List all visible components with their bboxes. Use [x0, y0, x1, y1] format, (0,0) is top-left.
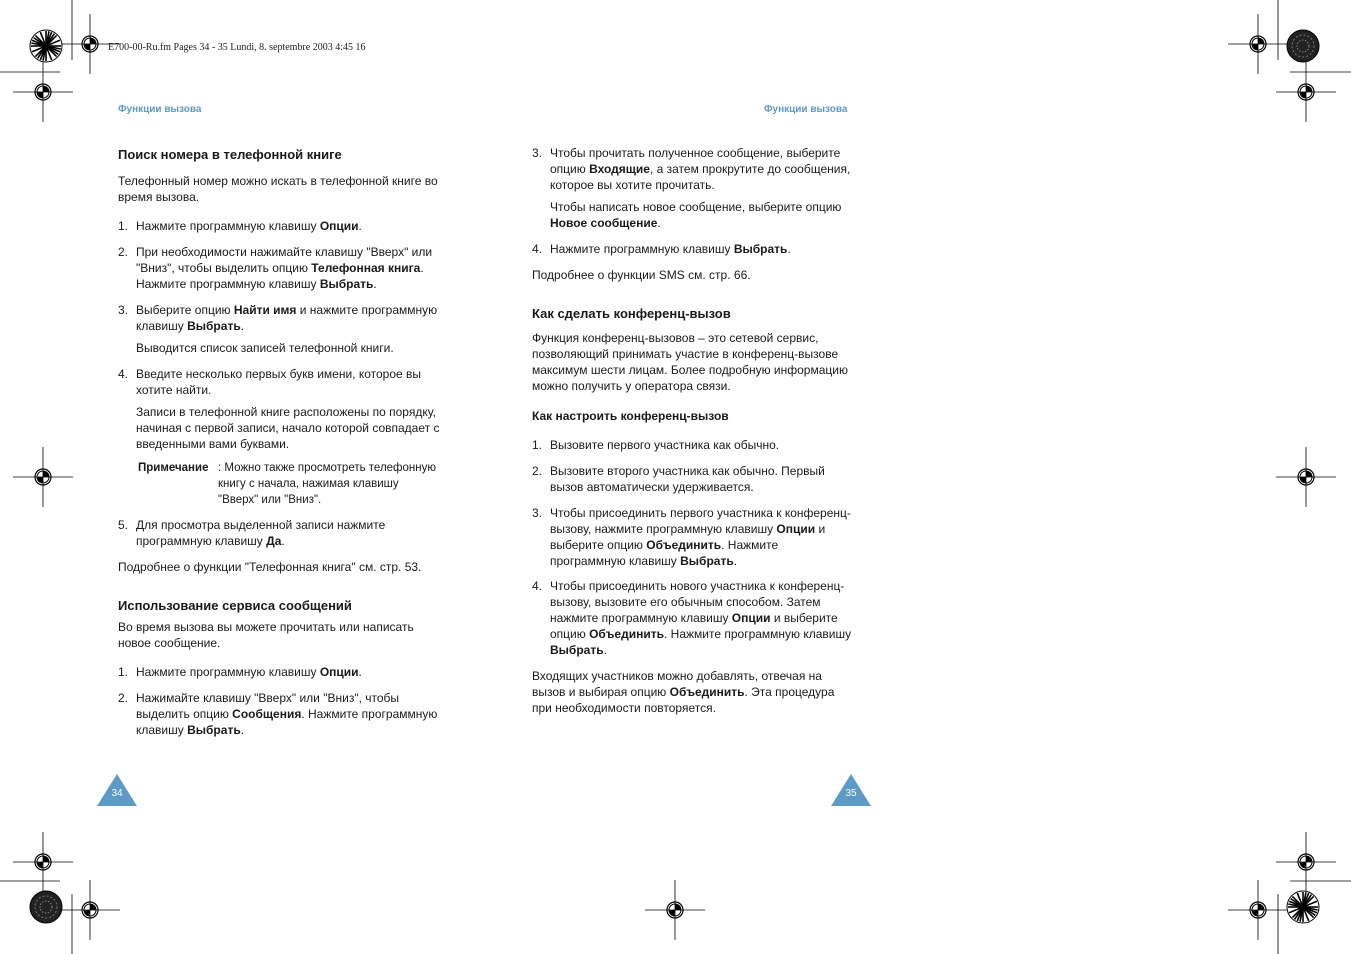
intro-paragraph: Функция конференц-вызовов – это сетевой сервис, позволяющий принимать участие в конференц-вызове максимум шести лицам. Более подробную информацию можно получить у оператора связи.: [532, 331, 848, 393]
list-item: 4. Введите несколько первых букв имени, которое вы хотите найти.: [118, 367, 422, 397]
step-note: Чтобы написать новое сообщение, выберите опцию Новое сообщение.: [550, 200, 842, 230]
section-heading-conference: Как сделать конференц-вызов: [532, 306, 731, 321]
note-text: : Можно также просмотреть телефонную книгу с начала, нажимая клавишу "Вверх" или "Вниз".: [218, 462, 436, 506]
list-item: 3. Чтобы присоединить первого участника к конференц-вызову, нажмите программную клавишу Опции и выберите опцию Объединить. Нажмите программную клавишу Выбрать.: [532, 506, 851, 568]
section-heading-phonebook: Поиск номера в телефонной книге: [118, 147, 342, 162]
list-item: 4. Нажмите программную клавишу Выбрать.: [532, 242, 791, 256]
subheading-setup-conference: Как настроить конференц-вызов: [532, 409, 729, 423]
file-header: E700-00-Ru.fm Pages 34 - 35 Lundi, 8. septembre 2003 4:45 16: [108, 42, 366, 53]
left-column: [118, 147, 440, 738]
step-note: Выводится список записей телефонной книги.: [136, 341, 394, 355]
list-item: 1. Вызовите первого участника как обычно.: [532, 438, 780, 452]
outro-paragraph: Входящих участников можно добавлять, отвечая на вызов и выбирая опцию Объединить. Эта процедура при необходимости повторяется.: [532, 669, 835, 715]
note-block: [118, 460, 440, 508]
intro-paragraph: Телефонный номер можно искать в телефонной книге во время вызова.: [118, 174, 438, 204]
list-item: 2. Вызовите второго участника как обычно. Первый вызов автоматически удерживается.: [532, 464, 825, 494]
step-note: Записи в телефонной книге расположены по порядку, начиная с первой записи, начало которой совпадает с введенными вами буквами.: [136, 405, 440, 451]
running-head-right: Функции вызова: [764, 104, 848, 115]
list-item: 3. Чтобы прочитать полученное сообщение, выберите опцию Входящие, а затем прокрутите до сообщения, которое вы хотите прочитать.: [532, 146, 851, 192]
section-heading-messages: Использование сервиса сообщений: [118, 598, 352, 613]
list-item: 4. Чтобы присоединить нового участника к конференц-вызову, вызовите его обычным способом. Затем нажмите программную клавишу Опции и выберите опцию Объединить. Нажмите программную клавишу Выбрать.: [532, 579, 852, 657]
list-item: 2. При необходимости нажимайте клавишу "Вверх" или "Вниз", чтобы выделить опцию Телефонная книга. Нажмите программную клавишу Выбрать.: [118, 245, 433, 291]
reference-paragraph: Подробнее о функции SMS см. стр. 66.: [532, 268, 751, 282]
list-item: 1. Нажмите программную клавишу Опции.: [118, 219, 362, 233]
running-head-left: Функции вызова: [118, 104, 202, 115]
list-item: 3. Выберите опцию Найти имя и нажмите программную клавишу Выбрать.: [118, 303, 438, 333]
page-number-left: 34: [97, 774, 137, 806]
reference-paragraph: Подробнее о функции "Телефонная книга" см. стр. 53.: [118, 560, 422, 574]
page-number-right: 35: [831, 774, 871, 806]
list-item: 2. Нажимайте клавишу "Вверх" или "Вниз", чтобы выделить опцию Сообщения. Нажмите программную клавишу Выбрать.: [118, 691, 438, 737]
list-item: 1. Нажмите программную клавишу Опции.: [118, 665, 362, 679]
note-label: Примечание: [138, 462, 209, 474]
list-item: 5. Для просмотра выделенной записи нажмите программную клавишу Да.: [118, 518, 386, 548]
right-column: [532, 145, 854, 716]
intro-paragraph: Во время вызова вы можете прочитать или написать новое сообщение.: [118, 620, 414, 650]
